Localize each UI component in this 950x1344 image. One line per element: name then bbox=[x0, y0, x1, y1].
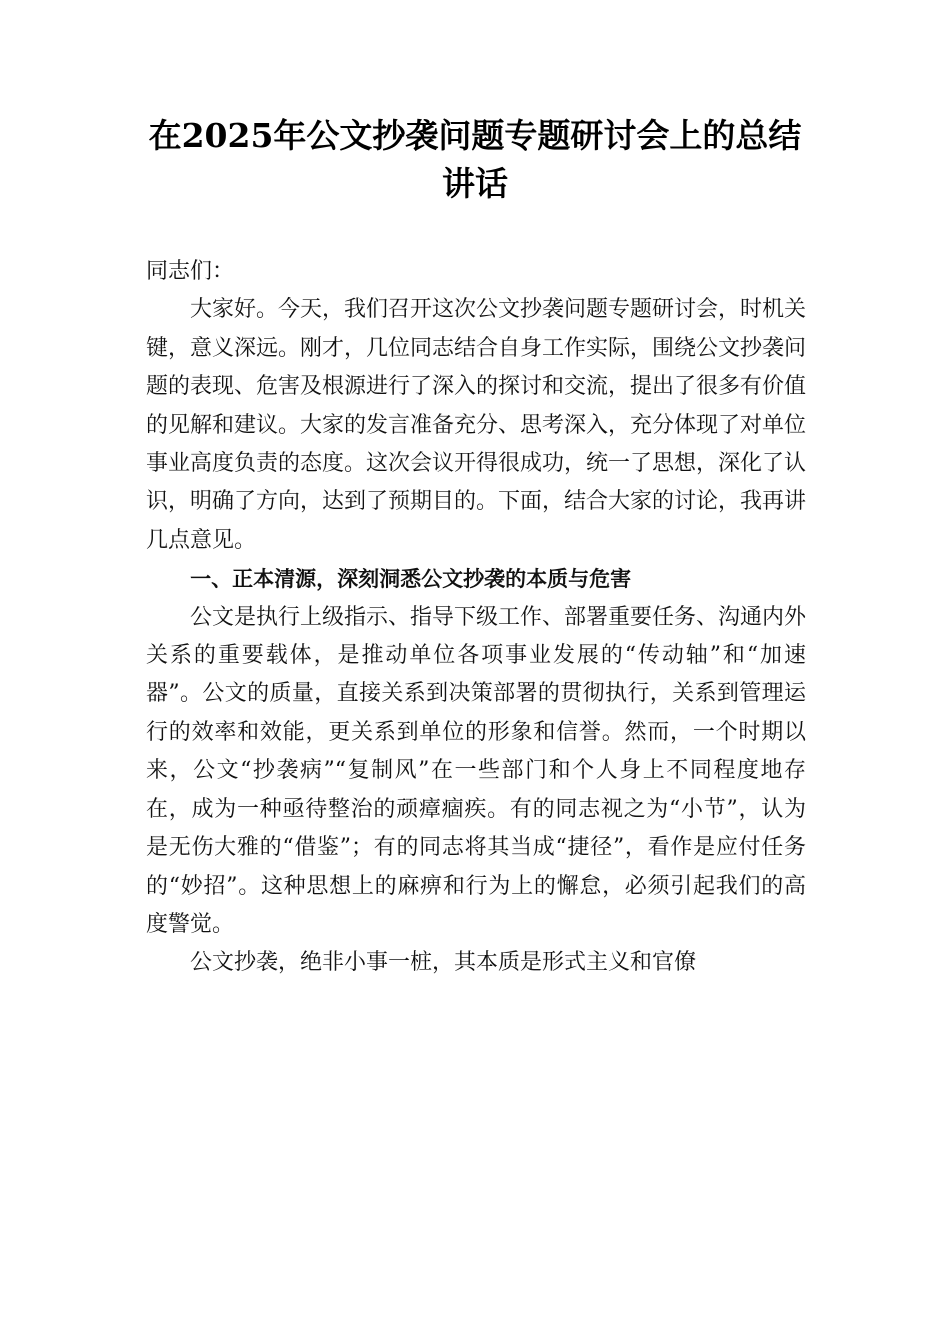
document-body bbox=[146, 253, 806, 983]
opening-paragraph: 大家好。今天，我们召开这次公文抄袭问题专题研讨会，时机关键，意义深远。刚才，几位同志结合自身工作实际，围绕公文抄袭问题的表现、危害及根源进行了深入的探讨和交流，提出了很多有价值的见解和建议。大家的发言准备充分、思考深入，充分体现了对单位事业高度负责的态度。这次会议开得很成功，统一了思想，深化了认识，明确了方向，达到了预期目的。下面，结合大家的讨论，我再讲几点意见。 bbox=[146, 297, 807, 553]
salutation: 同志们： bbox=[146, 259, 235, 284]
document-title: 在2025年公文抄袭问题专题研讨会上的总结讲话 bbox=[148, 116, 802, 203]
section-heading-1: 一、正本清源，深刻洞悉公文抄袭的本质与危害 bbox=[190, 567, 632, 592]
section-1-paragraph-1: 公文是执行上级指示、指导下级工作、部署重要任务、沟通内外关系的重要载体，是推动单位各项事业发展的“传动轴”和“加速器”。公文的质量，直接关系到决策部署的贯彻执行，关系到管理运行的效率和效能，更关系到单位的形象和信誉。然而，一个时期以来，公文“抄袭病”“复制风”在一些部门和个人身上不同程度地存在，成为一种亟待整治的顽瘴痼疾。有的同志视之为“小节”，认为是无伤大雅的“借鉴”；有的同志将其当成“捷径”，看作是应付任务的“妙招”。这种思想上的麻痹和行为上的懈怠，必须引起我们的高度警觉。 bbox=[146, 604, 807, 937]
section-1-paragraph-2: 公文抄袭，绝非小事一桩，其本质是形式主义和官僚 bbox=[190, 950, 697, 976]
